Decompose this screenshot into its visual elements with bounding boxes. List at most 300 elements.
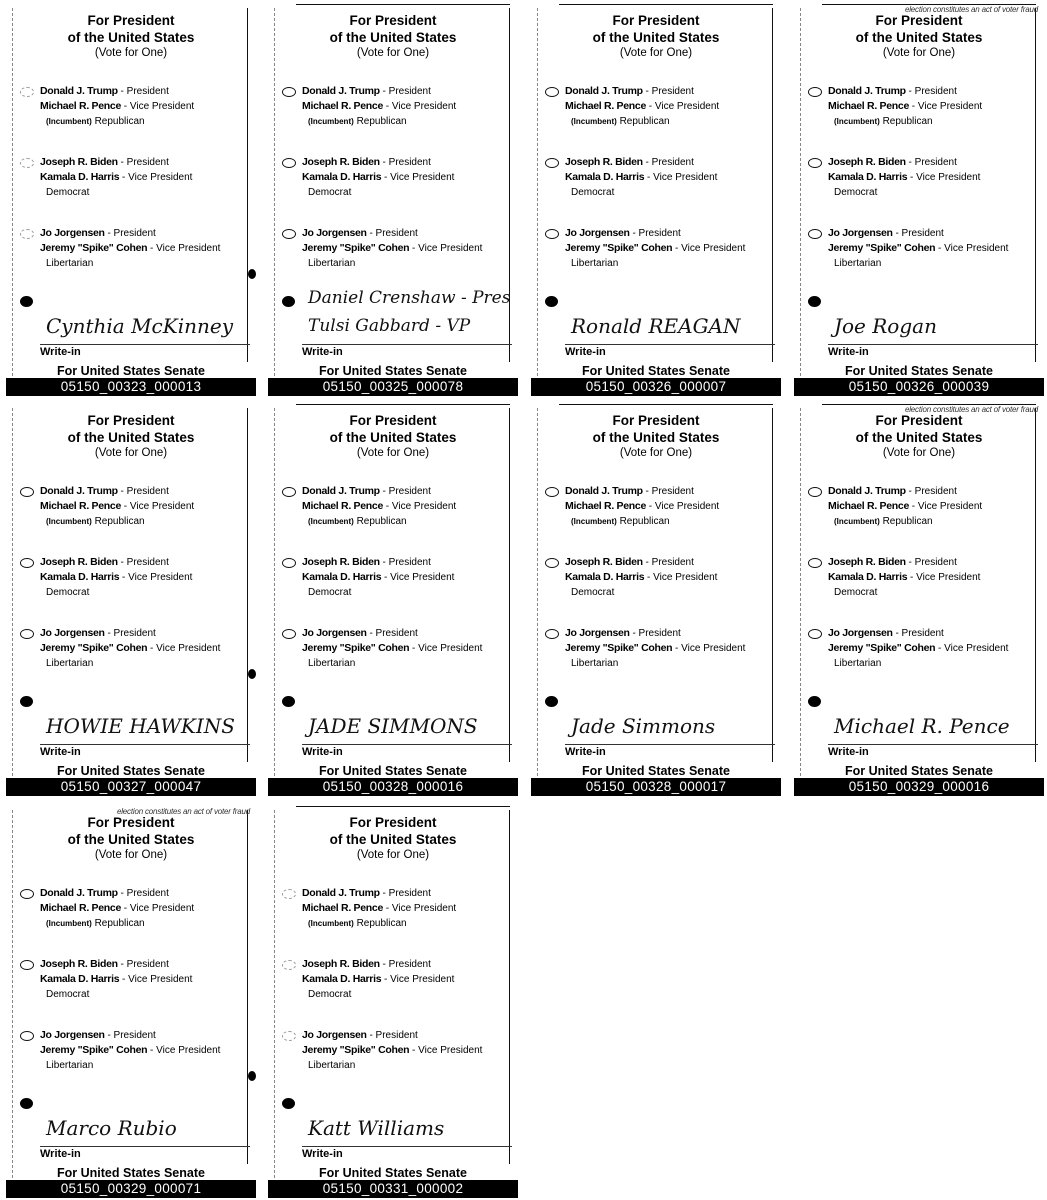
voter-fraud-notice: election constitutes an act of voter fraud	[116, 807, 250, 816]
vote-oval[interactable]	[545, 229, 559, 239]
ballot-top-rule	[559, 404, 773, 405]
vice-president-role: - Vice President	[908, 501, 983, 512]
write-in-line	[40, 1146, 250, 1147]
contest-title: For President	[612, 413, 700, 428]
vice-president-name: Michael R. Pence	[828, 100, 909, 112]
write-in-label: Write-in	[828, 746, 869, 758]
vote-oval[interactable]	[808, 229, 822, 239]
vice-president-name: Jeremy "Spike" Cohen	[828, 242, 936, 254]
write-in-label: Write-in	[302, 346, 343, 358]
vice-president-line	[40, 641, 250, 656]
write-in-oval[interactable]	[808, 696, 821, 707]
contest-title-line2: of the United States	[855, 30, 983, 45]
timing-mark	[248, 669, 256, 679]
president-name: Donald J. Trump	[40, 887, 118, 899]
vice-president-role: - Vice President	[908, 101, 983, 112]
president-name: Jo Jorgensen	[302, 227, 367, 239]
party-line	[565, 656, 775, 671]
vice-president-name: Michael R. Pence	[40, 902, 121, 914]
contest-heading	[268, 412, 518, 461]
vice-president-role: - Vice President	[645, 501, 720, 512]
party-line	[828, 656, 1038, 671]
write-in-oval[interactable]	[282, 1098, 295, 1109]
vice-president-name: Jeremy "Spike" Cohen	[565, 642, 673, 654]
vote-oval[interactable]	[282, 158, 296, 168]
vote-oval[interactable]	[808, 487, 822, 497]
incumbent-tag: (Incumbent)	[46, 517, 92, 526]
ballot-id-bar: 05150_00329_000016	[794, 778, 1044, 796]
vice-president-name: Kamala D. Harris	[302, 171, 382, 183]
party-line	[40, 256, 250, 271]
vote-for-one: (Vote for One)	[882, 47, 956, 59]
vote-oval[interactable]	[545, 158, 559, 168]
president-role: - President	[366, 628, 418, 639]
party-name: Libertarian	[46, 258, 94, 269]
president-role: - President	[892, 228, 944, 239]
president-name: Joseph R. Biden	[828, 556, 906, 568]
write-in-label: Write-in	[302, 1148, 343, 1160]
president-line	[828, 555, 1038, 570]
incumbent-tag: (Incumbent)	[834, 517, 880, 526]
vice-president-name: Kamala D. Harris	[40, 571, 120, 583]
contest-title: For President	[349, 815, 437, 830]
vice-president-line	[40, 170, 250, 185]
president-name: Donald J. Trump	[565, 85, 643, 97]
vice-president-role: - Vice President	[382, 501, 457, 512]
contest-heading	[6, 814, 256, 863]
vice-president-name: Kamala D. Harris	[40, 171, 120, 183]
vice-president-role: - Vice President	[147, 243, 221, 254]
ballot-id-bar: 05150_00327_000047	[6, 778, 256, 796]
party-line	[828, 185, 1038, 200]
vice-president-line	[302, 499, 512, 514]
party-line	[40, 916, 250, 931]
write-in-line	[565, 744, 775, 745]
write-in-line	[40, 344, 250, 345]
president-role: - President	[379, 959, 431, 970]
write-in-oval[interactable]	[282, 296, 295, 307]
timing-mark	[248, 269, 256, 279]
write-in-line	[302, 1146, 512, 1147]
president-name: Joseph R. Biden	[302, 958, 380, 970]
vote-oval[interactable]	[282, 629, 296, 639]
vote-for-one: (Vote for One)	[882, 447, 956, 459]
party-name: Libertarian	[308, 658, 356, 669]
contest-heading	[531, 12, 781, 61]
vote-oval[interactable]	[20, 558, 34, 568]
president-name: Donald J. Trump	[828, 85, 906, 97]
party-line	[302, 585, 512, 600]
contest-heading	[794, 12, 1044, 61]
president-name: Jo Jorgensen	[40, 1029, 105, 1041]
president-line	[565, 226, 775, 241]
write-in-oval[interactable]	[282, 696, 295, 707]
contest-title-line2: of the United States	[329, 832, 457, 847]
ballot-card	[531, 404, 781, 796]
president-line	[565, 555, 775, 570]
president-line	[40, 1028, 250, 1043]
handwritten-write-in: Joe Rogan	[834, 314, 937, 338]
president-role: - President	[104, 628, 156, 639]
timing-mark	[248, 1071, 256, 1081]
vice-president-name: Michael R. Pence	[40, 500, 121, 512]
ballot-card	[268, 4, 518, 396]
party-name: Republican	[619, 516, 670, 527]
ballot-id-bar: 05150_00329_000071	[6, 1180, 256, 1198]
candidate-entry	[40, 484, 250, 529]
president-name: Joseph R. Biden	[40, 156, 118, 168]
president-line	[40, 626, 250, 641]
write-in-line	[40, 744, 250, 745]
candidate-entry	[828, 84, 1038, 129]
vice-president-role: - Vice President	[409, 1045, 483, 1056]
party-line	[40, 114, 250, 129]
vote-oval[interactable]	[282, 229, 296, 239]
vice-president-role: - Vice President	[409, 243, 483, 254]
candidate-entry	[828, 626, 1038, 671]
party-line	[828, 585, 1038, 600]
ballot-top-rule	[559, 4, 773, 5]
vice-president-line	[565, 499, 775, 514]
vote-for-one: (Vote for One)	[619, 47, 693, 59]
ballot-id-bar: 05150_00326_000039	[794, 378, 1044, 396]
vice-president-name: Jeremy "Spike" Cohen	[302, 1044, 410, 1056]
contest-heading	[6, 12, 256, 61]
write-in-oval[interactable]	[545, 696, 558, 707]
next-contest-heading: For United States Senate	[582, 764, 730, 778]
vote-oval[interactable]	[20, 629, 34, 639]
vice-president-role: - Vice President	[120, 101, 195, 112]
vice-president-name: Kamala D. Harris	[302, 571, 382, 583]
president-line	[40, 555, 250, 570]
president-name: Joseph R. Biden	[565, 556, 643, 568]
contest-heading	[794, 412, 1044, 461]
ballot-id-bar: 05150_00328_000017	[531, 778, 781, 796]
president-name: Jo Jorgensen	[828, 627, 893, 639]
president-name: Jo Jorgensen	[302, 1029, 367, 1041]
handwritten-write-in: Daniel Crenshaw - Pres	[308, 288, 511, 308]
party-line	[40, 656, 250, 671]
president-role: - President	[117, 486, 169, 497]
vote-for-one: (Vote for One)	[356, 447, 430, 459]
vice-president-name: Michael R. Pence	[302, 500, 383, 512]
vote-oval[interactable]	[20, 158, 34, 168]
write-in-line	[828, 744, 1038, 745]
president-name: Donald J. Trump	[302, 887, 380, 899]
write-in-oval[interactable]	[545, 296, 558, 307]
candidate-entry	[565, 155, 775, 200]
vote-oval[interactable]	[20, 229, 34, 239]
vote-oval[interactable]	[282, 487, 296, 497]
vice-president-name: Kamala D. Harris	[565, 571, 645, 583]
party-line	[40, 514, 250, 529]
party-name: Democrat	[571, 187, 615, 198]
vote-oval[interactable]	[808, 87, 822, 97]
vice-president-role: - Vice President	[672, 643, 746, 654]
contest-title-line2: of the United States	[592, 430, 720, 445]
candidate-entry	[40, 886, 250, 931]
president-role: - President	[905, 557, 957, 568]
next-contest-heading: For United States Senate	[319, 764, 467, 778]
party-name: Libertarian	[46, 1060, 94, 1071]
party-name: Republican	[356, 116, 407, 127]
party-line	[302, 256, 512, 271]
vice-president-line	[302, 241, 512, 256]
vote-oval[interactable]	[20, 960, 34, 970]
president-line	[828, 84, 1038, 99]
write-in-oval[interactable]	[20, 1098, 33, 1109]
handwritten-write-in: HOWIE HAWKINS	[46, 714, 235, 738]
party-line	[302, 656, 512, 671]
party-name: Libertarian	[571, 658, 619, 669]
president-line	[565, 484, 775, 499]
vote-oval[interactable]	[545, 487, 559, 497]
vice-president-name: Michael R. Pence	[565, 100, 646, 112]
vice-president-line	[40, 972, 250, 987]
write-in-oval[interactable]	[20, 296, 33, 307]
vote-oval[interactable]	[808, 629, 822, 639]
next-contest-heading: For United States Senate	[319, 364, 467, 378]
party-line	[565, 114, 775, 129]
president-role: - President	[379, 888, 431, 899]
incumbent-tag: (Incumbent)	[571, 117, 617, 126]
party-name: Democrat	[834, 187, 878, 198]
president-role: - President	[117, 86, 169, 97]
president-line	[828, 155, 1038, 170]
ballot-card	[794, 4, 1044, 396]
vote-oval[interactable]	[20, 87, 34, 97]
president-line	[40, 957, 250, 972]
president-role: - President	[642, 86, 694, 97]
write-in-label: Write-in	[302, 746, 343, 758]
president-role: - President	[629, 628, 681, 639]
candidate-entry	[302, 886, 512, 931]
president-name: Donald J. Trump	[565, 485, 643, 497]
candidate-entry	[40, 84, 250, 129]
candidate-entry	[302, 957, 512, 1002]
president-role: - President	[905, 86, 957, 97]
vote-oval[interactable]	[545, 629, 559, 639]
president-name: Joseph R. Biden	[828, 156, 906, 168]
party-line	[828, 114, 1038, 129]
president-line	[302, 155, 512, 170]
vice-president-line	[828, 641, 1038, 656]
party-line	[302, 916, 512, 931]
incumbent-tag: (Incumbent)	[571, 517, 617, 526]
next-contest-heading: For United States Senate	[845, 764, 993, 778]
president-role: - President	[366, 1030, 418, 1041]
vice-president-name: Jeremy "Spike" Cohen	[40, 1044, 148, 1056]
incumbent-tag: (Incumbent)	[308, 919, 354, 928]
write-in-label: Write-in	[828, 346, 869, 358]
president-line	[828, 484, 1038, 499]
vice-president-role: - Vice President	[381, 572, 455, 583]
voter-fraud-notice: election constitutes an act of voter fraud	[904, 5, 1038, 14]
vote-oval[interactable]	[282, 889, 296, 899]
president-line	[302, 886, 512, 901]
contest-heading	[6, 412, 256, 461]
vote-oval[interactable]	[20, 889, 34, 899]
next-contest-heading: For United States Senate	[582, 364, 730, 378]
vote-oval[interactable]	[545, 87, 559, 97]
party-name: Republican	[94, 116, 145, 127]
party-name: Democrat	[834, 587, 878, 598]
candidate-entry	[565, 84, 775, 129]
president-role: - President	[117, 157, 169, 168]
vice-president-role: - Vice President	[119, 974, 193, 985]
vice-president-role: - Vice President	[381, 974, 455, 985]
write-in-line	[828, 344, 1038, 345]
party-line	[40, 585, 250, 600]
write-in-oval[interactable]	[808, 296, 821, 307]
party-line	[40, 1058, 250, 1073]
vice-president-line	[302, 170, 512, 185]
vote-oval[interactable]	[808, 158, 822, 168]
president-name: Joseph R. Biden	[302, 156, 380, 168]
party-name: Libertarian	[308, 1060, 356, 1071]
party-name: Libertarian	[46, 658, 94, 669]
vice-president-role: - Vice President	[907, 172, 981, 183]
president-name: Joseph R. Biden	[40, 556, 118, 568]
write-in-line	[565, 344, 775, 345]
vice-president-name: Michael R. Pence	[565, 500, 646, 512]
candidate-entry	[302, 555, 512, 600]
vote-oval[interactable]	[282, 558, 296, 568]
president-line	[40, 84, 250, 99]
president-name: Jo Jorgensen	[565, 627, 630, 639]
contest-title-line2: of the United States	[329, 30, 457, 45]
contest-title: For President	[349, 13, 437, 28]
party-name: Democrat	[308, 587, 352, 598]
president-role: - President	[379, 157, 431, 168]
contest-title: For President	[87, 815, 175, 830]
contest-title-line2: of the United States	[67, 832, 195, 847]
incumbent-tag: (Incumbent)	[834, 117, 880, 126]
party-name: Republican	[94, 516, 145, 527]
president-name: Donald J. Trump	[40, 485, 118, 497]
party-name: Republican	[356, 516, 407, 527]
vice-president-line	[302, 901, 512, 916]
contest-heading	[268, 814, 518, 863]
president-name: Donald J. Trump	[302, 485, 380, 497]
president-role: - President	[629, 228, 681, 239]
president-line	[828, 226, 1038, 241]
ballot-card	[6, 404, 256, 796]
vice-president-name: Jeremy "Spike" Cohen	[40, 242, 148, 254]
next-contest-heading: For United States Senate	[57, 1166, 205, 1180]
vice-president-line	[828, 99, 1038, 114]
candidate-entry	[565, 484, 775, 529]
vice-president-name: Kamala D. Harris	[565, 171, 645, 183]
candidate-entry	[40, 555, 250, 600]
president-name: Donald J. Trump	[40, 85, 118, 97]
ballot-id-bar: 05150_00326_000007	[531, 378, 781, 396]
vice-president-line	[40, 901, 250, 916]
candidate-entry	[565, 555, 775, 600]
next-contest-heading: For United States Senate	[845, 364, 993, 378]
contest-heading	[268, 12, 518, 61]
vice-president-line	[565, 99, 775, 114]
vice-president-role: - Vice President	[409, 643, 483, 654]
next-contest-heading: For United States Senate	[57, 764, 205, 778]
contest-heading	[531, 412, 781, 461]
president-role: - President	[642, 557, 694, 568]
president-role: - President	[642, 486, 694, 497]
party-name: Republican	[94, 918, 145, 929]
vice-president-name: Michael R. Pence	[302, 902, 383, 914]
vice-president-role: - Vice President	[644, 572, 718, 583]
vice-president-role: - Vice President	[644, 172, 718, 183]
handwritten-write-in-vp: Tulsi Gabbard - VP	[308, 316, 471, 336]
next-contest-heading: For United States Senate	[319, 1166, 467, 1180]
candidate-entry	[302, 84, 512, 129]
ballot-top-rule	[296, 404, 510, 405]
president-role: - President	[892, 628, 944, 639]
party-line	[302, 1058, 512, 1073]
contest-title: For President	[349, 413, 437, 428]
vote-oval[interactable]	[282, 960, 296, 970]
vice-president-role: - Vice President	[119, 572, 193, 583]
ballot-card	[794, 404, 1044, 796]
president-role: - President	[104, 1030, 156, 1041]
vice-president-line	[828, 499, 1038, 514]
vice-president-role: - Vice President	[147, 1045, 221, 1056]
handwritten-write-in: Ronald REAGAN	[571, 314, 741, 338]
vote-oval[interactable]	[20, 487, 34, 497]
write-in-label: Write-in	[565, 346, 606, 358]
vice-president-line	[40, 570, 250, 585]
write-in-label: Write-in	[40, 346, 81, 358]
candidate-entry	[565, 226, 775, 271]
vote-for-one: (Vote for One)	[94, 447, 168, 459]
vote-oval[interactable]	[282, 87, 296, 97]
vice-president-name: Jeremy "Spike" Cohen	[302, 642, 410, 654]
president-role: - President	[905, 486, 957, 497]
vice-president-line	[40, 1043, 250, 1058]
vice-president-name: Kamala D. Harris	[828, 571, 908, 583]
write-in-oval[interactable]	[20, 696, 33, 707]
president-name: Jo Jorgensen	[828, 227, 893, 239]
vote-oval[interactable]	[282, 1031, 296, 1041]
vice-president-role: - Vice President	[120, 501, 195, 512]
party-line	[565, 185, 775, 200]
handwritten-write-in: Jade Simmons	[571, 714, 716, 738]
vote-oval[interactable]	[545, 558, 559, 568]
ballot-card	[268, 806, 518, 1198]
party-line	[40, 987, 250, 1002]
vice-president-line	[302, 641, 512, 656]
candidate-entry	[40, 1028, 250, 1073]
president-line	[565, 84, 775, 99]
president-role: - President	[117, 557, 169, 568]
vice-president-line	[565, 170, 775, 185]
president-line	[302, 957, 512, 972]
party-line	[565, 256, 775, 271]
president-line	[40, 226, 250, 241]
vote-oval[interactable]	[808, 558, 822, 568]
vote-oval[interactable]	[20, 1031, 34, 1041]
vice-president-line	[302, 570, 512, 585]
president-line	[40, 886, 250, 901]
vice-president-line	[40, 99, 250, 114]
write-in-line	[302, 744, 512, 745]
ballot-id-bar: 05150_00323_000013	[6, 378, 256, 396]
contest-title: For President	[875, 13, 963, 28]
party-name: Libertarian	[308, 258, 356, 269]
vice-president-line	[565, 570, 775, 585]
candidate-entry	[828, 226, 1038, 271]
president-role: - President	[379, 557, 431, 568]
